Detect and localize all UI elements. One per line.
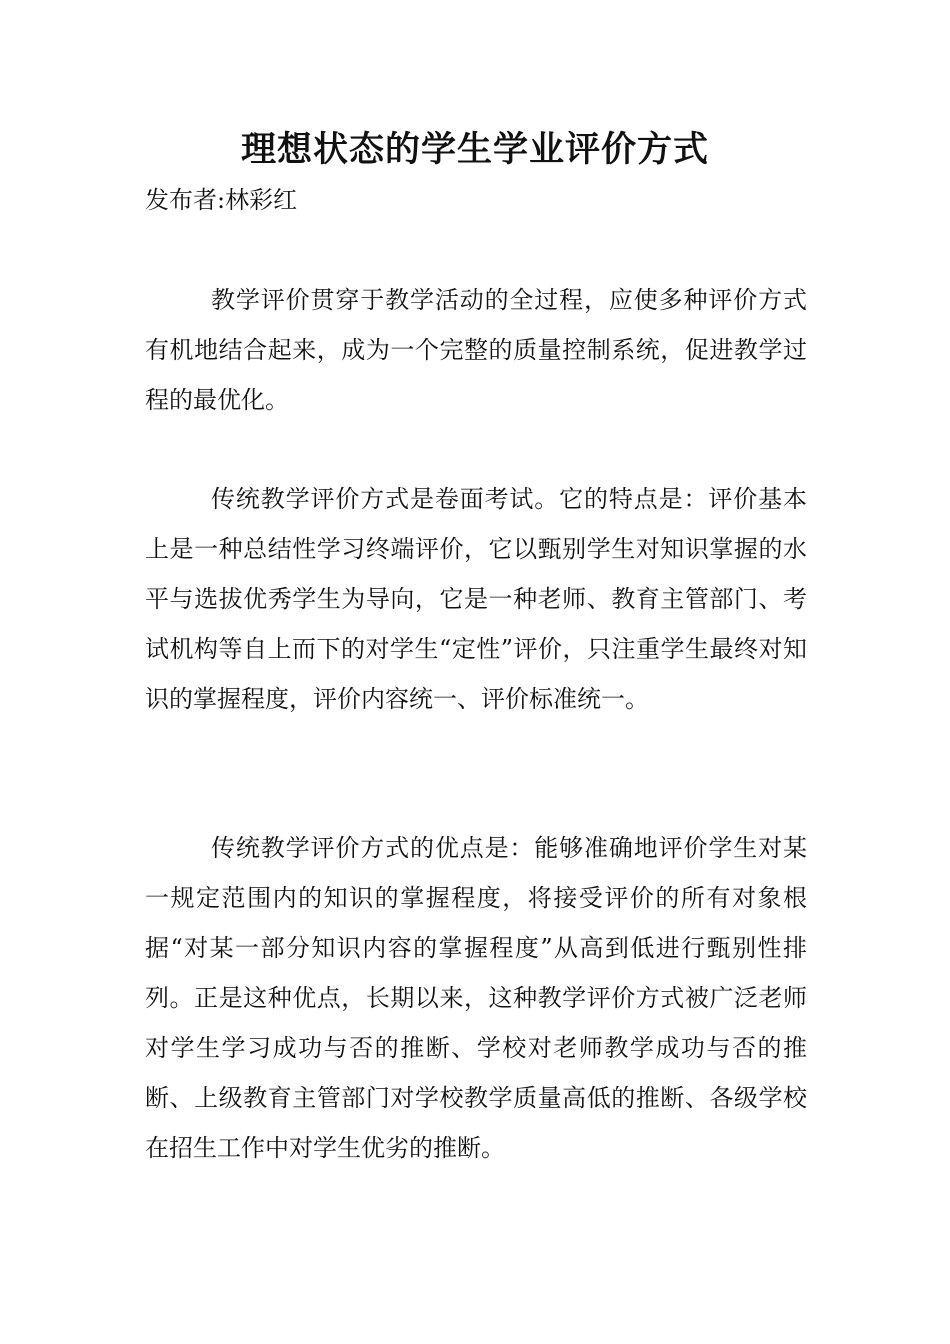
author-line: 发布者:林彩红 [145,186,298,214]
document-title: 理想状态的学生学业评价方式 [240,130,709,170]
paragraph-1: 教学评价贯穿于教学活动的全过程，应使多种评价方式有机地结合起来，成为一个完整的质量控制系统，促进教学过程的最优化。 [145,286,807,414]
paragraph-2: 传统教学评价方式是卷面考试。它的特点是：评价基本上是一种总结性学习终端评价，它以甄别学生对知识掌握的水平与选拔优秀学生为导向，它是一种老师、教育主管部门、考试机构等自上而下的对学生“定性”评价，只注重学生最终对知识的掌握程度，评价内容统一、评价标准统一。 [145,485,807,713]
paragraph-3: 传统教学评价方式的优点是：能够准确地评价学生对某一规定范围内的知识的掌握程度，将接受评价的所有对象根据“对某一部分知识内容的掌握程度”从高到低进行甄别性排列。正是这种优点，长期以来，这种教学评价方式被广泛老师对学生学习成功与否的推断、学校对老师教学成功与否的推断、上级教育主管部门对学校教学质量高低的推断、各级学校在招生工作中对学生优劣的推断。 [145,834,807,1162]
